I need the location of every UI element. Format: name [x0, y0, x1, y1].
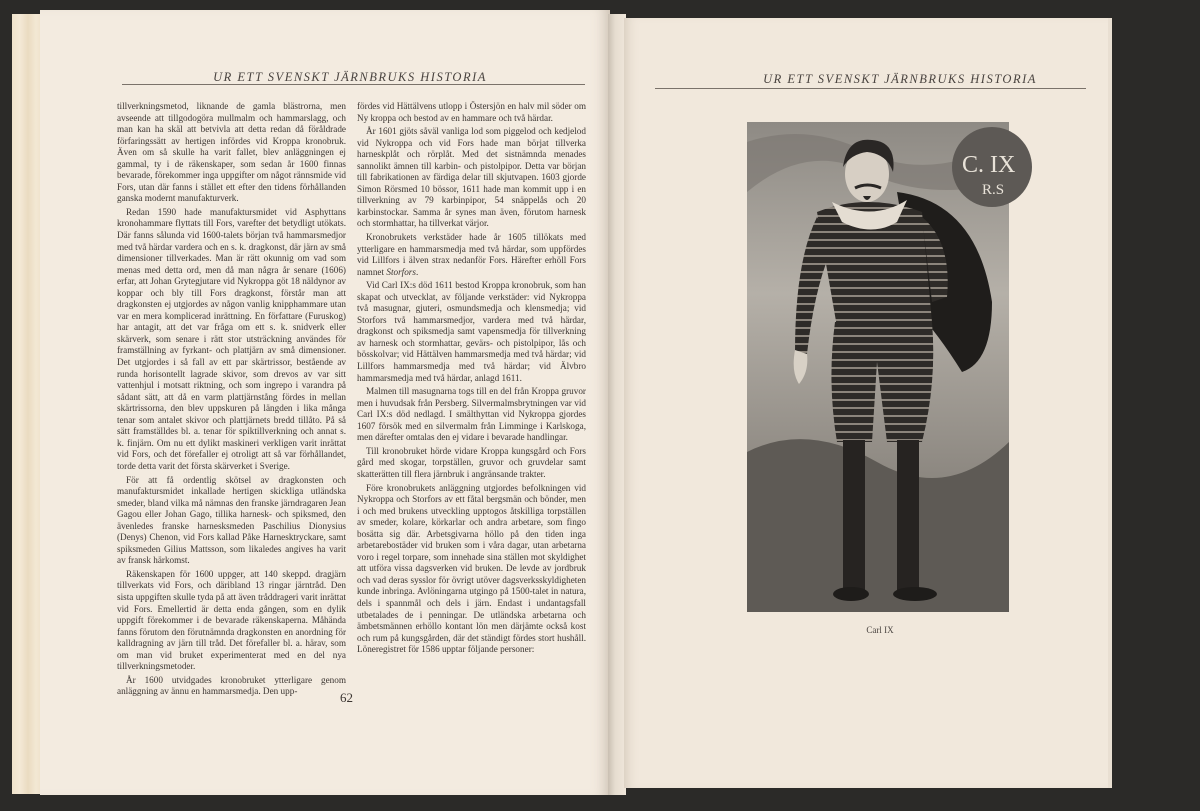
right-leg [897, 440, 919, 590]
paragraph [357, 232, 586, 278]
portrait-illustration [747, 122, 1016, 612]
paragraph: fördes vid Hättälvens utlopp i Östersjön en halv mil söder om Ny kroppa och bestod av en hammare och två härdar. [357, 101, 586, 123]
left-header-rule [122, 84, 585, 85]
inscription-line-1: C. IX [962, 152, 1016, 178]
paragraph: För att få ordentlig skötsel av dragkonsten och manufaktursmidet inkallade hertigen skickliga utländska smeder, bland vilka må nämnas den franske järndragaren Jean Gagou eller Johan Gago, tillika harnesk- och spiksmed, den ävenledes franske harnesksmeden Paschilius Dionysius (Denys) Chenon, vid Fors kallad Påke Harnesktryckare, samt spiksmeden Gilius Mattsson, som likaledes angives ha varit av fransk härkomst. [117, 474, 346, 566]
paragraph: tillverkningsmetod, liknande de gamla blästrorna, men avseende att tillgodogöra mullmalm och hammarslagg, och man kan ha skäl att betvivla att detta redan då föråldrade förfaringssätt av hertigen infördes vid Kroppa kronobruk. Även om så skulle ha varit fallet, blev anläggningen ej gammal, ty i de räkenskaper, som sedan år 1600 finnas bevarade, förekommer inga uppgifter om något rännsmide vid Fors, utan där fanns i stället ett efter den tidens förhållanden ganska modernt manufakturverk. [117, 101, 346, 204]
paragraph: Redan 1590 hade manufaktursmidet vid Asphyttans kronohammare flyttats till Fors, varefter det betydligt utökats. Där fanns sålunda vid 1600-talets början två hammarsmedjor med två härdar vardera och en s. k. dragkonst, där järn av små dimensioner tillverkades. Man är rätt okunnig om vad som menas med detta ord, men då man några år senare (1606) erfar, att Johan Grytegjutare vid Nykroppa göt 18 näldynor av koppar och bly till Fors dragkonst, förstår man att dragkonsten ej utgjordes av någon vanlig knipphammare utan var en mera komplicerad inrättning. En författare (Furuskog) har antagit, att det var fråga om ett s. k. snidverk eller skärverk, som senare i rätt stor utsträckning användes för framställning av fyrkant- och plattjärn av små dimensioner. Det utgjordes i så fall av ett par skärtrissor, bestående av runda horisontellt lagrade skivor, som drevos av var sitt vattenhjul i motsatt riktning, och som ingrepo i varandra på sådant sätt, att då en varm plattjärnstång fördes in mellan skärtrissorna, den blev uppskuren på längden i lika många tenar som antalet skivor och plattjärnets bredd tillåto. På så sätt framställdes bl. a. tenar för spiktillverkning och annat s. k. finjärn. Om nu ett dylikt maskineri verkligen varit inrättat vid Fors, och det förefaller ej otroligt att så var förhållandet, torde detta varit det första skärverket i Sverige. [117, 206, 346, 471]
left-running-head: UR ETT SVENSKT JÄRNBRUKS HISTORIA [213, 70, 487, 84]
right-page-edge [1108, 18, 1112, 788]
paragraph-end: . [415, 266, 419, 277]
left-leg [843, 440, 865, 590]
page-number: 62 [340, 690, 353, 705]
paragraph: Malmen till masugnarna togs till en del från Kroppa gruvor men i huvudsak från Persberg. Silvermalmsbrytningen var vid Carl IX:s död nedlagd. I smälthyttan vid Nykroppa gjordes 1607 försök med en silvermalm från Limminge i Karlskoga, men därefter omtalas den ej vidare i bevarade handlingar. [357, 386, 586, 443]
italic-place-name: Storfors [386, 266, 416, 277]
right-header-rule [655, 88, 1086, 89]
paragraph: År 1601 gjöts såväl vanliga lod som piggelod och kedjelod vid Nykroppa och vid Fors hade man börjat tillverka harneskplåt och rörplåt. Med det sistnämnda menades sannolikt ämnen till karbin- och pistolpipor. Detta var början till fabrikationen av färdiga delar till skjutvapen. 1603 gjorde Simon Rörsmed 10 bössor, 1611 hade man kommit upp i en tillverkning av 79 karbinpipor, 54 snäppelås och 20 karbinstockar. Samma år synes man även, förutom harnesk och stormhattar, ha tillverkat värjor. [357, 126, 586, 229]
left-shoe [833, 587, 869, 601]
paragraph-text: Kronobrukets verkstäder hade år 1605 tillökats med ytterligare en hammarsmedja med två härdar, som uppfördes vid Lillfors i älven strax nedanför Fors. Härefter erhöll Fors namnet [357, 232, 586, 277]
left-column-1 [117, 101, 346, 700]
left-column-2 [357, 101, 586, 658]
portrait-figure [747, 122, 1016, 612]
paragraph: Till kronobruket hörde vidare Kroppa kungsgård och Fors gård med skogar, torpställen, gruvor och gruvdelar samt skatterätten till flera järnbruk i angränsande trakter. [357, 445, 586, 479]
right-running-head: UR ETT SVENSKT JÄRNBRUKS HISTORIA [763, 72, 1037, 86]
figure-caption: Carl IX [866, 625, 894, 635]
paragraph: Före kronobrukets anläggning utgjordes befolkningen vid Nykroppa och Storfors av ett fåtal bergsmän och bönder, men i och med brukens utveckling upptogos åtskilliga torpställen av smeder, kolare, körkarlar och andra arbetare, som fingo bosätta sig där. Arbetsgivarna höllo på den tiden inga arbetarebostäder vid bruken som i våra dagar, utan arbetarna voro i regel torpare, som innehade sina ställen mot skyldighet att utföra vissa dagsverken vid bruken. De levde av jordbruk och vad deras sysslor för övrigt utöver dagsverksskyldigheten kunde inbringa. Avlöningarna utgingo på 1500-talet in natura, dels i spannmål och dels i järn. Endast i undantagsfall utbetalades de i penningar. De utländska arbetarna och ämbetsmännen erhöllo kontant lön men därjämte också kost och rum på kungsgården, där det ständigt fördes stort hushåll. Löneregistret för 1586 upptar följande personer: [357, 482, 586, 655]
paragraph: Räkenskapen för 1600 uppger, att 140 skeppd. dragjärn tillverkats vid Fors, och däribland 13 ringar järntråd. Den sista uppgiften skulle tyda på att även tråddrageri varit inrättat vid Fors. Emellertid är detta enda gången, som en dylik uppgift förekommer i de bevarade räkenskaperna. Måhända fanns förutom den förutnämnda dragkonsten en anordning för kalldragning av järn till tråd. Det förefaller bl. a. härav, som om man vid bruket experimenterat med en del nya tillverkningsmetoder. [117, 568, 346, 672]
right-shoe [893, 587, 937, 601]
paragraph: Vid Carl IX:s död 1611 bestod Kroppa kronobruk, som han skapat och utvecklat, av följande verkstäder: vid Nykroppa två masugnar, gjuteri, osmundsmedja och klensmedja; vid Storfors två hammarsmedjor, vardera med två härdar, dragkonst och spiksmedja samt vapensmedja för tillverkning av harnesk och stormhattar, gevärs- och pistolpipor, lås och bösskolvar; vid Hättälven hammarsmedja med två härdar; vid Lillfors hammarsmedja med två härdar; vid Älvbro hammarsmedja med två härdar, anlagd 1611. [357, 280, 586, 383]
inscription-line-2: R.S [982, 182, 1005, 198]
paragraph: År 1600 utvidgades kronobruket ytterligare genom anläggning av ännu en hammarsmedja. Den upp- [117, 674, 346, 697]
